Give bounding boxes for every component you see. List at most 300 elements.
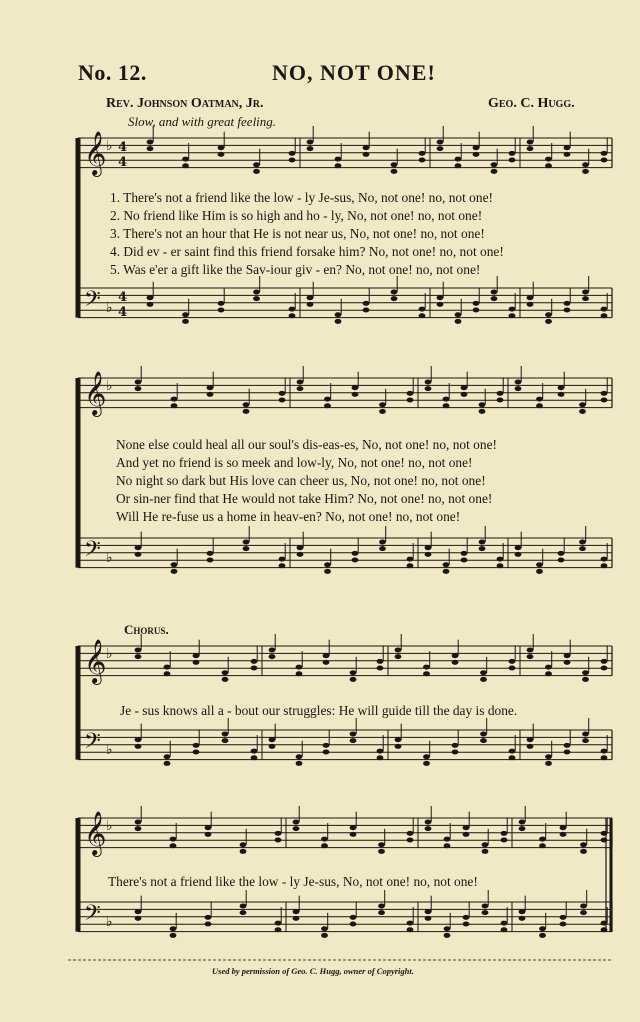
note-head <box>243 540 250 545</box>
note-head <box>515 545 522 550</box>
note-head <box>515 552 522 557</box>
note-head <box>580 849 587 854</box>
copyright-footnote: Used by permission of Geo. C. Hugg, owner of Copyright. <box>212 966 414 976</box>
note-head <box>545 312 552 317</box>
note-head <box>564 750 571 755</box>
note-head <box>253 162 260 167</box>
note-head <box>473 301 480 306</box>
note-head <box>218 145 225 150</box>
note-head <box>560 825 567 830</box>
note-head <box>222 732 229 737</box>
note-head <box>491 296 498 301</box>
note-head <box>601 563 608 568</box>
note-head <box>377 659 384 664</box>
flat-sign: ♭ <box>106 914 113 930</box>
note-head <box>473 308 480 313</box>
note-head <box>527 654 534 659</box>
flat-sign: ♭ <box>106 818 113 834</box>
note-head <box>135 826 142 831</box>
note-head <box>395 737 402 742</box>
note-head <box>275 831 282 836</box>
note-head <box>564 743 571 748</box>
note-head <box>515 380 522 385</box>
note-head <box>407 563 414 568</box>
note-head <box>275 927 282 932</box>
note-head <box>207 551 214 556</box>
note-head <box>509 666 516 671</box>
note-head <box>461 558 468 563</box>
note-head <box>425 909 432 914</box>
note-head <box>419 307 426 312</box>
note-head <box>269 744 276 749</box>
note-head <box>323 743 330 748</box>
note-head <box>601 313 608 318</box>
note-head <box>289 307 296 312</box>
note-head <box>463 915 470 920</box>
note-head <box>473 145 480 150</box>
flat-sign: ♭ <box>106 550 113 566</box>
note-head <box>482 849 489 854</box>
note-head <box>437 146 444 151</box>
note-head <box>297 545 304 550</box>
note-head <box>579 540 586 545</box>
note-head <box>437 295 444 300</box>
note-head <box>501 927 508 932</box>
note-head <box>452 653 459 658</box>
note-head <box>182 312 189 317</box>
note-head <box>509 158 516 163</box>
note-head <box>350 677 357 682</box>
note-head <box>497 557 504 562</box>
bass-clef: 𝄢 <box>84 537 101 567</box>
note-head <box>509 755 516 760</box>
note-head <box>335 163 342 168</box>
note-head <box>321 926 328 931</box>
note-head <box>527 295 534 300</box>
note-head <box>297 380 304 385</box>
note-head <box>395 648 402 653</box>
note-head <box>324 569 331 574</box>
note-head <box>407 391 414 396</box>
note-head <box>350 732 357 737</box>
verse-2-line-1: 2. No friend like Him is so high and ho - ly, No, not one! no, not one! <box>110 208 483 223</box>
note-head <box>293 916 300 921</box>
note-head <box>579 409 586 414</box>
note-head <box>519 826 526 831</box>
note-head <box>545 157 552 162</box>
note-head <box>379 540 386 545</box>
note-head <box>147 140 154 145</box>
note-head <box>321 843 328 848</box>
note-head <box>564 308 571 313</box>
note-head <box>480 670 487 675</box>
note-head <box>601 391 608 396</box>
note-head <box>218 308 225 313</box>
note-head <box>243 546 250 551</box>
note-head <box>527 737 534 742</box>
note-head <box>289 158 296 163</box>
note-head <box>164 665 171 670</box>
note-head <box>379 546 386 551</box>
note-head <box>363 308 370 313</box>
note-head <box>601 666 608 671</box>
note-head <box>275 921 282 926</box>
note-head <box>419 313 426 318</box>
note-head <box>444 933 451 938</box>
note-head <box>352 385 359 390</box>
note-head <box>135 545 142 550</box>
note-head <box>135 737 142 742</box>
note-head <box>407 398 414 403</box>
note-head <box>379 402 386 407</box>
note-head <box>425 820 432 825</box>
note-head <box>297 386 304 391</box>
verse-4-line-2: Or sin-ner find that He would not take Him? No, not one! no, not one! <box>116 491 493 506</box>
note-head <box>377 749 384 754</box>
note-head <box>147 302 154 307</box>
note-head <box>437 302 444 307</box>
note-head <box>455 157 462 162</box>
note-head <box>509 151 516 156</box>
note-head <box>444 926 451 931</box>
note-head <box>463 825 470 830</box>
note-head <box>580 904 587 909</box>
note-head <box>335 312 342 317</box>
note-head <box>482 904 489 909</box>
note-head <box>395 744 402 749</box>
note-head <box>307 302 314 307</box>
note-head <box>135 386 142 391</box>
note-head <box>582 738 589 743</box>
note-head <box>350 832 357 837</box>
note-head <box>419 158 426 163</box>
note-head <box>545 665 552 670</box>
note-head <box>501 831 508 836</box>
note-head <box>335 319 342 324</box>
note-head <box>321 837 328 842</box>
note-head <box>509 749 516 754</box>
note-head <box>293 820 300 825</box>
note-head <box>425 386 432 391</box>
note-head <box>253 290 260 295</box>
note-head <box>545 761 552 766</box>
bass-clef: 𝄢 <box>84 729 101 759</box>
note-head <box>207 385 214 390</box>
note-head <box>564 301 571 306</box>
note-head <box>193 743 200 748</box>
note-head <box>269 648 276 653</box>
note-head <box>444 837 451 842</box>
note-head <box>443 397 450 402</box>
note-head <box>205 922 212 927</box>
note-head <box>582 677 589 682</box>
note-head <box>182 163 189 168</box>
note-head <box>601 755 608 760</box>
note-head <box>363 152 370 157</box>
note-head <box>391 296 398 301</box>
note-head <box>479 402 486 407</box>
note-head <box>289 151 296 156</box>
note-head <box>324 397 331 402</box>
note-head <box>519 909 526 914</box>
note-head <box>296 761 303 766</box>
note-head <box>323 653 330 658</box>
note-head <box>205 832 212 837</box>
note-head <box>407 838 414 843</box>
note-head <box>335 157 342 162</box>
note-head <box>407 831 414 836</box>
treble-clef: 𝄞 <box>84 371 107 415</box>
note-head <box>425 380 432 385</box>
note-head <box>479 546 486 551</box>
time-signature-bottom: 4 <box>118 305 128 320</box>
note-head <box>545 163 552 168</box>
note-head <box>558 558 565 563</box>
note-head <box>501 838 508 843</box>
verse-1-line-2: None else could heal all our soul's dis-eas-es, No, not one! no, not one! <box>116 437 497 452</box>
note-head <box>391 169 398 174</box>
note-head <box>582 732 589 737</box>
note-head <box>378 910 385 915</box>
flat-sign: ♭ <box>106 646 113 662</box>
note-head <box>363 145 370 150</box>
note-head <box>391 162 398 167</box>
note-head <box>536 569 543 574</box>
note-head <box>479 409 486 414</box>
note-head <box>171 569 178 574</box>
note-head <box>560 832 567 837</box>
note-head <box>391 290 398 295</box>
note-head <box>170 926 177 931</box>
note-head <box>536 403 543 408</box>
note-head <box>519 916 526 921</box>
note-head <box>350 670 357 675</box>
note-head <box>352 558 359 563</box>
note-head <box>193 653 200 658</box>
note-head <box>350 922 357 927</box>
note-head <box>423 761 430 766</box>
note-head <box>455 163 462 168</box>
note-head <box>558 551 565 556</box>
note-head <box>279 563 286 568</box>
verse-1-line-1: 1. There's not a friend like the low - ly Je-sus, No, not one! no, not one! <box>110 190 493 205</box>
note-head <box>135 744 142 749</box>
note-head <box>425 826 432 831</box>
note-head <box>379 409 386 414</box>
note-head <box>164 671 171 676</box>
verse-5-line-2: Will He re-fuse us a home in heav-en? No, not one! no, not one! <box>116 509 461 524</box>
note-head <box>378 904 385 909</box>
note-head <box>378 849 385 854</box>
note-head <box>205 915 212 920</box>
note-head <box>539 933 546 938</box>
note-head <box>307 140 314 145</box>
composer-credit: Geo. C. Hugg. <box>488 96 575 111</box>
note-head <box>170 933 177 938</box>
note-head <box>352 551 359 556</box>
chorus-lyric: Je - sus knows all a - bout our struggles: He will guide till the day is done. <box>120 703 518 718</box>
note-head <box>251 755 258 760</box>
verse-5-line-1: 5. Was e'er a gift like the Sav-iour giv - en? No, not one! no, not one! <box>110 262 481 277</box>
flat-sign: ♭ <box>106 742 113 758</box>
note-head <box>218 152 225 157</box>
note-head <box>296 671 303 676</box>
note-head <box>350 915 357 920</box>
note-head <box>395 654 402 659</box>
note-head <box>437 140 444 145</box>
time-signature-top: 4 <box>118 290 128 305</box>
note-head <box>423 754 430 759</box>
note-head <box>452 660 459 665</box>
verse-3-line-1: 3. There's not an hour that He is not near us, No, not one! no, not one! <box>110 226 485 241</box>
note-head <box>539 843 546 848</box>
note-head <box>147 146 154 151</box>
verse-2-line-2: And yet no friend is so meek and low-ly, No, not one! no, not one! <box>116 455 473 470</box>
note-head <box>480 738 487 743</box>
note-head <box>455 319 462 324</box>
note-head <box>536 562 543 567</box>
author-credit: Rev. Johnson Oatman, Jr. <box>106 96 264 111</box>
note-head <box>423 665 430 670</box>
note-head <box>582 169 589 174</box>
note-head <box>170 843 177 848</box>
note-head <box>558 392 565 397</box>
note-head <box>582 162 589 167</box>
note-head <box>222 738 229 743</box>
note-head <box>527 648 534 653</box>
note-head <box>536 397 543 402</box>
note-head <box>164 761 171 766</box>
note-head <box>296 754 303 759</box>
note-head <box>582 296 589 301</box>
note-head <box>321 933 328 938</box>
note-head <box>527 146 534 151</box>
note-head <box>515 386 522 391</box>
note-head <box>480 732 487 737</box>
note-head <box>207 558 214 563</box>
note-head <box>171 403 178 408</box>
note-head <box>491 169 498 174</box>
note-head <box>378 842 385 847</box>
note-head <box>479 540 486 545</box>
note-head <box>582 670 589 675</box>
note-head <box>527 744 534 749</box>
note-head <box>253 296 260 301</box>
note-head <box>323 750 330 755</box>
note-head <box>443 569 450 574</box>
treble-clef: 𝄞 <box>84 131 107 175</box>
note-head <box>296 665 303 670</box>
note-head <box>425 916 432 921</box>
note-head <box>289 313 296 318</box>
note-head <box>269 654 276 659</box>
note-head <box>560 915 567 920</box>
note-head <box>240 842 247 847</box>
flat-sign: ♭ <box>106 138 113 154</box>
note-head <box>564 152 571 157</box>
note-head <box>601 557 608 562</box>
note-head <box>491 162 498 167</box>
note-head <box>491 290 498 295</box>
note-head <box>582 290 589 295</box>
note-head <box>509 307 516 312</box>
note-head <box>501 921 508 926</box>
note-head <box>425 552 432 557</box>
note-head <box>519 820 526 825</box>
note-head <box>253 169 260 174</box>
note-head <box>240 910 247 915</box>
note-head <box>147 295 154 300</box>
hymn-number: No. 12. <box>78 60 147 85</box>
note-head <box>461 385 468 390</box>
note-head <box>497 391 504 396</box>
note-head <box>135 916 142 921</box>
note-head <box>527 302 534 307</box>
note-head <box>601 398 608 403</box>
note-head <box>564 653 571 658</box>
note-head <box>135 909 142 914</box>
note-head <box>352 392 359 397</box>
note-head <box>443 403 450 408</box>
note-head <box>452 743 459 748</box>
note-head <box>545 319 552 324</box>
note-head <box>324 562 331 567</box>
note-head <box>461 392 468 397</box>
note-head <box>558 385 565 390</box>
note-head <box>182 319 189 324</box>
verse-4-line-1: 4. Did ev - er saint find this friend forsake him? No, not one! no, not one! <box>110 244 504 259</box>
note-head <box>135 648 142 653</box>
note-head <box>279 391 286 396</box>
note-head <box>363 301 370 306</box>
flat-sign: ♭ <box>106 378 113 394</box>
note-head <box>539 837 546 842</box>
note-head <box>497 398 504 403</box>
note-head <box>497 563 504 568</box>
note-head <box>205 825 212 830</box>
bass-clef: 𝄢 <box>84 287 101 317</box>
note-head <box>240 904 247 909</box>
note-head <box>452 750 459 755</box>
note-head <box>269 737 276 742</box>
note-head <box>473 152 480 157</box>
note-head <box>243 402 250 407</box>
note-head <box>455 312 462 317</box>
note-head <box>135 552 142 557</box>
note-head <box>419 151 426 156</box>
note-head <box>580 910 587 915</box>
verse-3-line-2: No night so dark but His love can cheer us, No, not one! no, not one! <box>116 473 486 488</box>
note-head <box>545 671 552 676</box>
note-head <box>350 738 357 743</box>
note-head <box>275 838 282 843</box>
note-head <box>170 837 177 842</box>
note-head <box>323 660 330 665</box>
note-head <box>222 670 229 675</box>
note-head <box>377 666 384 671</box>
note-head <box>564 660 571 665</box>
note-head <box>222 677 229 682</box>
note-head <box>218 301 225 306</box>
note-head <box>407 927 414 932</box>
note-head <box>509 659 516 664</box>
note-head <box>480 677 487 682</box>
note-head <box>243 409 250 414</box>
note-head <box>407 557 414 562</box>
note-head <box>324 403 331 408</box>
note-head <box>251 666 258 671</box>
note-head <box>193 660 200 665</box>
